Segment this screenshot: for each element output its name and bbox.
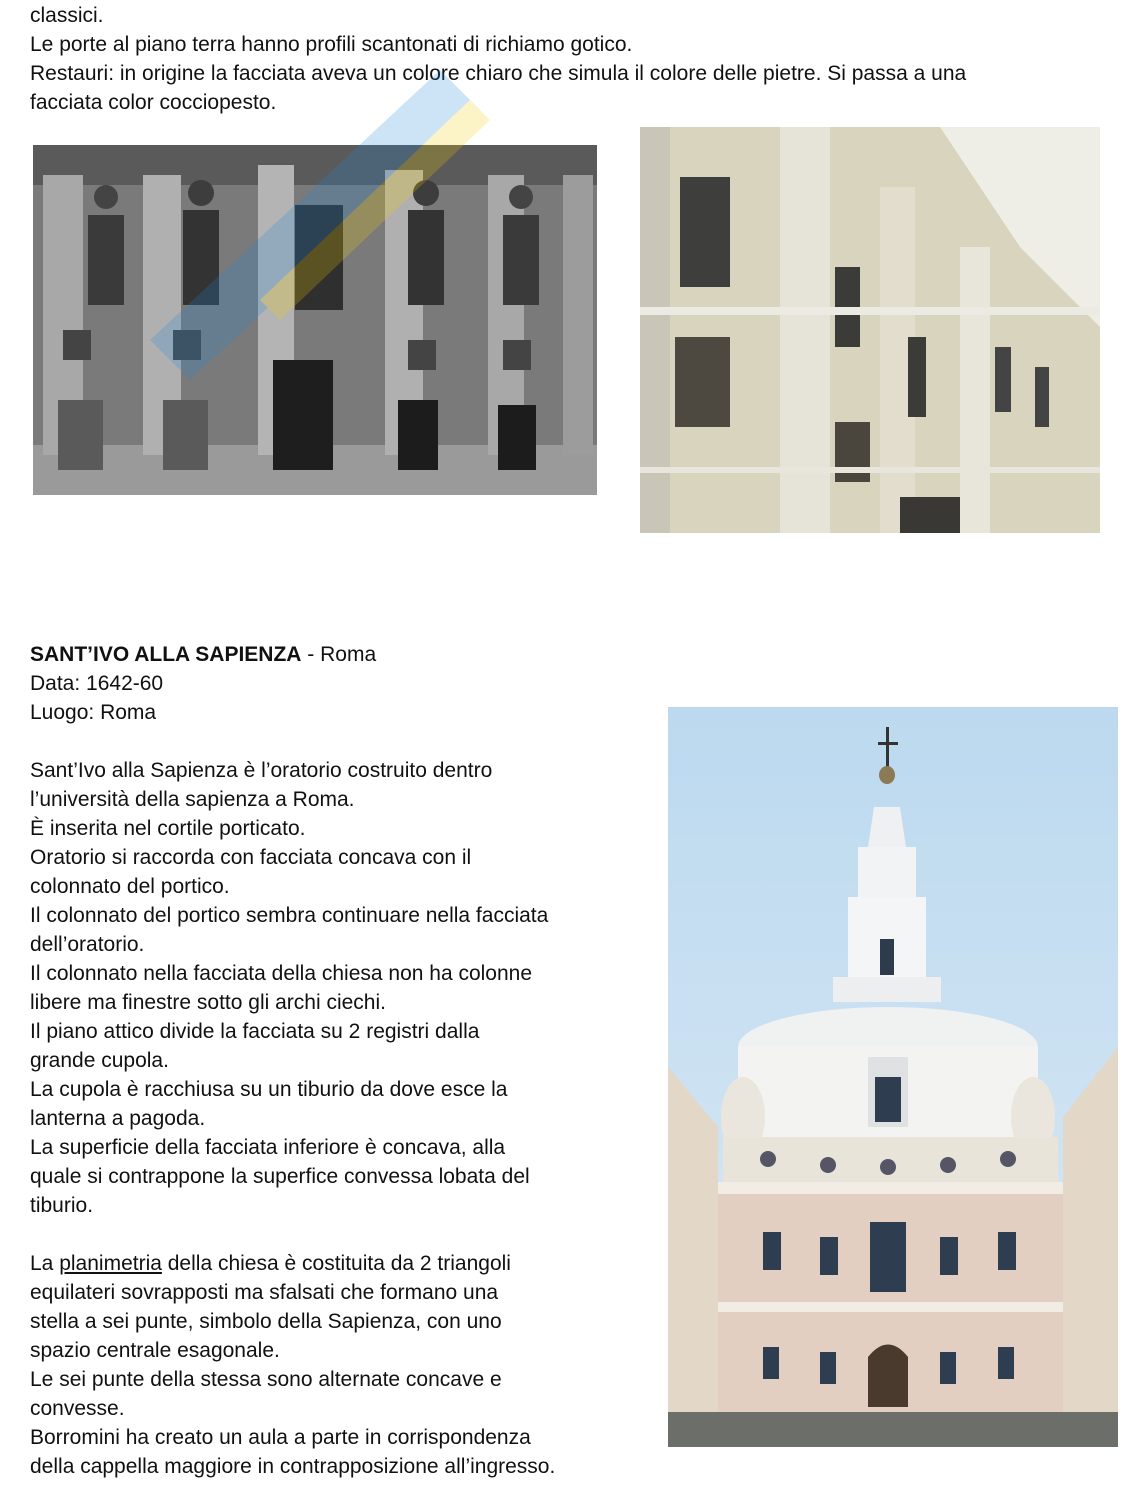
restored-facade-photo [640,127,1100,533]
text-line: lanterna a pagoda. [30,1107,206,1130]
text-line: convesse. [30,1397,125,1420]
text-line: Il colonnato nella facciata della chiesa non ha colonne [30,962,533,985]
text-line: facciata color cocciopesto. [30,91,277,114]
text-line: tiburio. [30,1194,94,1217]
historic-facade-photo [33,145,597,495]
text-line [30,1249,555,1278]
text-fragment: della chiesa è costituita da 2 triangoli [161,1252,511,1275]
intro-paragraph [30,1,966,117]
text-fragment: La [30,1252,60,1275]
date-line: Data: 1642-60 [30,672,164,695]
text-line: libere ma finestre sotto gli archi ciechi. [30,991,386,1014]
text-line: Restauri: in origine la facciata aveva un colore chiaro che simula il colore delle pietre. Si passa a una [30,62,967,85]
section-title-suffix: - Roma [301,643,377,666]
text-line: della cappella maggiore in contrapposizione all’ingresso. [30,1455,556,1478]
text-line: Le porte al piano terra hanno profili scantonati di richiamo gotico. [30,33,633,56]
section-title-line [30,640,376,669]
text-line: Le sei punte della stessa sono alternate concave e [30,1368,502,1391]
text-line: stella a sei punte, simbolo della Sapienza, con uno [30,1310,502,1333]
text-line: Il piano attico divide la facciata su 2 registri dalla [30,1020,480,1043]
text-line: l’università della sapienza a Roma. [30,788,355,811]
place-line: Luogo: Roma [30,701,157,724]
text-line: classici. [30,4,104,27]
text-line: Oratorio si raccorda con facciata concava con il [30,846,472,869]
text-line: Borromini ha creato un aula a parte in corrispondenza [30,1426,531,1449]
text-line: quale si contrappone la superfice convessa lobata del [30,1165,530,1188]
text-line: colonnato del portico. [30,875,230,898]
santivo-church-photo [668,707,1118,1447]
text-line: dell’oratorio. [30,933,145,956]
text-line: grande cupola. [30,1049,169,1072]
text-line: Sant’Ivo alla Sapienza è l’oratorio costruito dentro [30,759,493,782]
text-line: La superficie della facciata inferiore è concava, alla [30,1136,506,1159]
paragraph-gap [30,1220,555,1249]
text-line: equilateri sovrapposti ma sfalsati che formano una [30,1281,499,1304]
section-header [30,640,376,727]
planimetria-link[interactable]: planimetria [59,1252,162,1275]
text-line: Il colonnato del portico sembra continuare nella facciata [30,904,549,927]
text-line: spazio centrale esagonale. [30,1339,280,1362]
section-title: SANT’IVO ALLA SAPIENZA [30,643,302,666]
text-line: È inserita nel cortile porticato. [30,817,306,840]
description-body [30,756,555,1481]
text-line: La cupola è racchiusa su un tiburio da dove esce la [30,1078,508,1101]
